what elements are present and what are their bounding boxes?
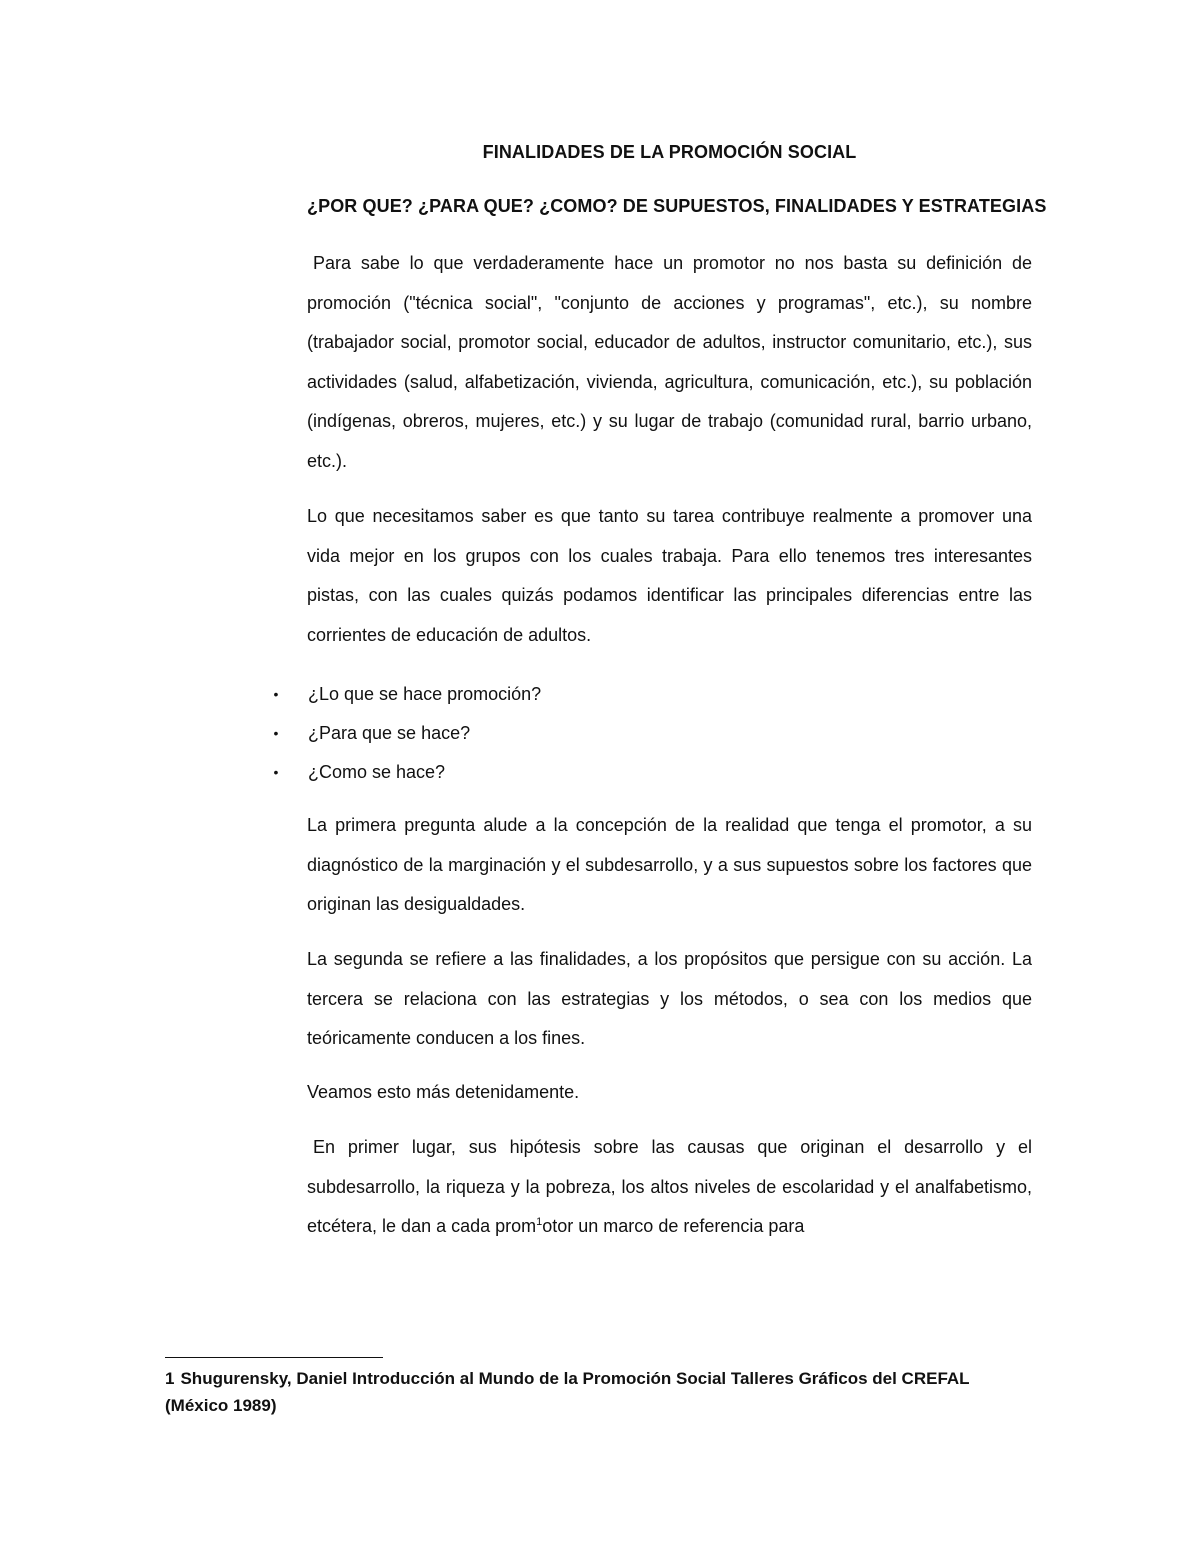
document-title: FINALIDADES DE LA PROMOCIÓN SOCIAL bbox=[482, 142, 857, 162]
bullet-dot-icon: • bbox=[273, 686, 279, 702]
document-subtitle: ¿POR QUE? ¿PARA QUE? ¿COMO? DE SUPUESTOS, FINALIDADES Y ESTRATEGIAS bbox=[307, 196, 1047, 216]
paragraph-second-third: La segunda se refiere a las finalidades, a los propósitos que persigue con su acción. La tercera se relaciona con las estrategias y los métodos, o sea con los medios que teóricamente conducen a los fines. bbox=[307, 949, 1032, 1048]
list-item-text: ¿Lo que se hace promoción? bbox=[308, 684, 542, 704]
list-item bbox=[266, 675, 1032, 714]
bullet-dot-icon: • bbox=[273, 764, 279, 780]
paragraph-hypotheses-end: otor un marco de referencia para bbox=[542, 1216, 805, 1236]
footnote bbox=[165, 1365, 1035, 1419]
footnote-number: 1 bbox=[165, 1369, 175, 1388]
list-item-text: ¿Para que se hace? bbox=[308, 723, 471, 743]
paragraph-first-question: La primera pregunta alude a la concepción de la realidad que tenga el promotor, a su diagnóstico de la marginación y el subdesarrollo, y a sus supuestos sobre los factores que originan las desigualdades. bbox=[307, 815, 1032, 914]
paragraph-need: Lo que necesitamos saber es que tanto su tarea contribuye realmente a promover una vida mejor en los grupos con los cuales trabaja. Para ello tenemos tres interesantes pistas, con las cuales quizás podamos identificar las principales diferencias entre las corrientes de educación de adultos. bbox=[307, 506, 1032, 645]
paragraph-hypotheses-start: En primer lugar, sus hipótesis sobre las causas que originan el desarrollo y el subdesarrollo, la riqueza y la pobreza, los altos niveles de escolaridad y el analfabetismo, etcétera, le dan a cada prom bbox=[307, 1137, 1032, 1236]
list-item bbox=[266, 714, 1032, 753]
paragraph-transition: Veamos esto más detenidamente. bbox=[307, 1082, 580, 1102]
bullet-dot-icon: • bbox=[273, 725, 279, 741]
paragraph-hypotheses bbox=[307, 1128, 1032, 1247]
footnote-separator bbox=[165, 1357, 383, 1358]
paragraph-intro: Para sabe lo que verdaderamente hace un promotor no nos basta su definición de promoción ("técnica social", "conjunto de acciones y programas", etc.), su nombre (trabajador social, promotor social, educador de adultos, instructor comunitario, etc.), sus actividades (salud, alfabetización, vivienda, agricultura, comunicación, etc.), su población (indígenas, obreros, mujeres, etc.) y su lugar de trabajo (comunidad rural, barrio urbano, etc.). bbox=[307, 253, 1032, 471]
list-item bbox=[266, 753, 1032, 792]
question-list bbox=[266, 675, 1032, 792]
footnote-reference: 1 bbox=[536, 1216, 543, 1228]
list-item-text: ¿Como se hace? bbox=[308, 762, 446, 782]
footnote-text: Shugurensky, Daniel Introducción al Mundo de la Promoción Social Talleres Gráficos del CREFAL (México 1989) bbox=[165, 1369, 970, 1415]
